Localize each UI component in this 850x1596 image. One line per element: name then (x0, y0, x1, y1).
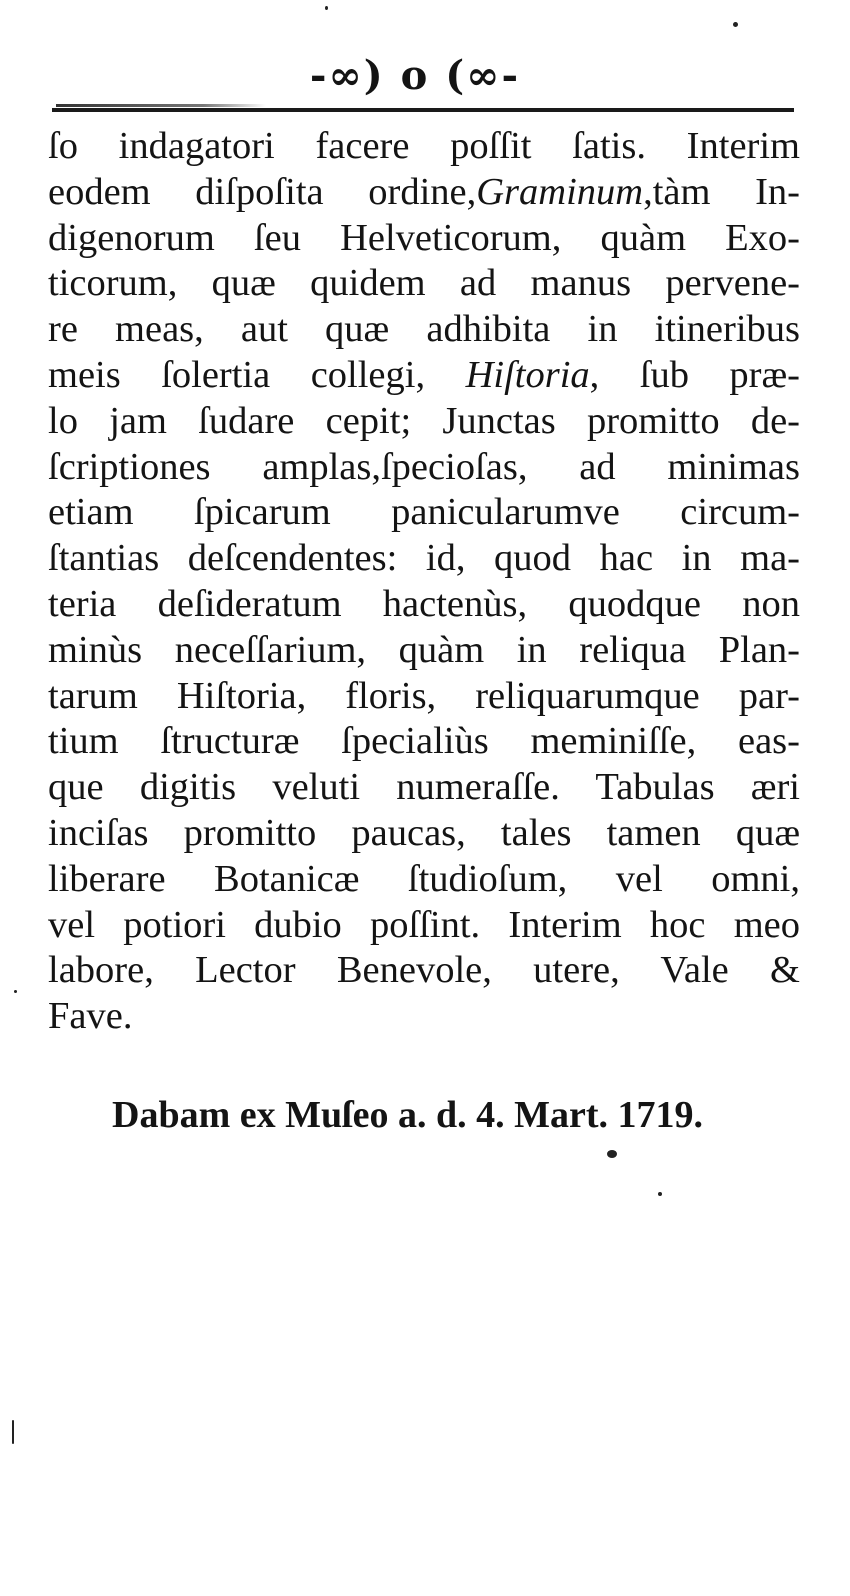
text-line (48, 903, 800, 949)
scan-speck (12, 1420, 14, 1444)
text-segment: ſcriptiones amplas,ſpecioſas, ad minimas (48, 445, 800, 488)
text-line (48, 628, 800, 674)
text-segment: re meas, aut quæ adhibita in itineribus (48, 308, 800, 351)
text-line (48, 353, 800, 399)
text-segment: ticorum, quæ quidem ad manus pervene- (48, 262, 800, 305)
text-line (48, 490, 800, 536)
text-line (48, 536, 800, 582)
text-segment: Fave. (48, 995, 133, 1038)
text-segment: inciſas promitto paucas, tales tamen quæ (48, 811, 800, 854)
text-segment: teria deſideratum hactenùs, quodque non (48, 582, 800, 625)
text-line (48, 719, 800, 765)
text-segment: ſo indagatori facere poſſit ſatis. Interim (48, 125, 800, 167)
text-line (48, 445, 800, 491)
text-segment: ,tàm In- (643, 170, 800, 213)
text-line (48, 124, 800, 170)
text-line (48, 216, 800, 262)
text-line (48, 582, 800, 628)
header-rule-fade (56, 104, 266, 107)
text-segment: que digitis veluti numeraſſe. Tabulas æri (48, 766, 800, 809)
text-segment: digenorum ſeu Helveticorum, quàm Exo- (48, 216, 800, 259)
text-segment: eodem diſpoſita ordine, (48, 170, 477, 213)
text-line (48, 170, 800, 216)
scan-speck (733, 22, 738, 27)
text-segment: tarum Hiſtoria, floris, reliquarumque par- (48, 674, 800, 717)
header-rule (52, 108, 794, 112)
scan-speck (325, 6, 328, 10)
page-header-ornament: -∞) o (∞- (309, 52, 521, 99)
scan-speck (658, 1192, 662, 1196)
text-line (48, 307, 800, 353)
text-segment: lo jam ſudare cepit; Junctas promitto de- (48, 399, 800, 442)
text-segment: vel potiori dubio poſſint. Interim hoc meo (48, 903, 800, 946)
body-text (48, 124, 800, 1040)
scan-speck (14, 990, 17, 993)
text-line (48, 261, 800, 307)
text-segment: etiam ſpicarum panicularumve circum- (48, 491, 800, 534)
text-segment: ſtantias deſcendentes: id, quod hac in ma- (48, 537, 800, 580)
italic-segment: Hiſtoria (465, 353, 590, 396)
text-line (48, 994, 800, 1040)
text-line (48, 765, 800, 811)
text-segment: meis ſolertia collegi, (48, 353, 466, 396)
date-line: Dabam ex Muſeo a. d. 4. Mart. 1719. (112, 1094, 704, 1136)
text-segment: labore, Lector Benevole, utere, Vale & (48, 949, 800, 992)
text-line (48, 811, 800, 857)
italic-segment: Graminum (476, 170, 644, 213)
text-segment: , ſub præ- (589, 353, 800, 396)
text-line (48, 674, 800, 720)
text-line (48, 948, 800, 994)
scan-speck (607, 1150, 617, 1158)
text-line (48, 857, 800, 903)
text-segment: minùs neceſſarium, quàm in reliqua Plan- (48, 628, 800, 671)
text-segment: tium ſtructuræ ſpecialiùs meminiſſe, eas- (48, 720, 800, 763)
text-line (48, 399, 800, 445)
text-segment: liberare Botanicæ ſtudioſum, vel omni, (48, 857, 800, 900)
